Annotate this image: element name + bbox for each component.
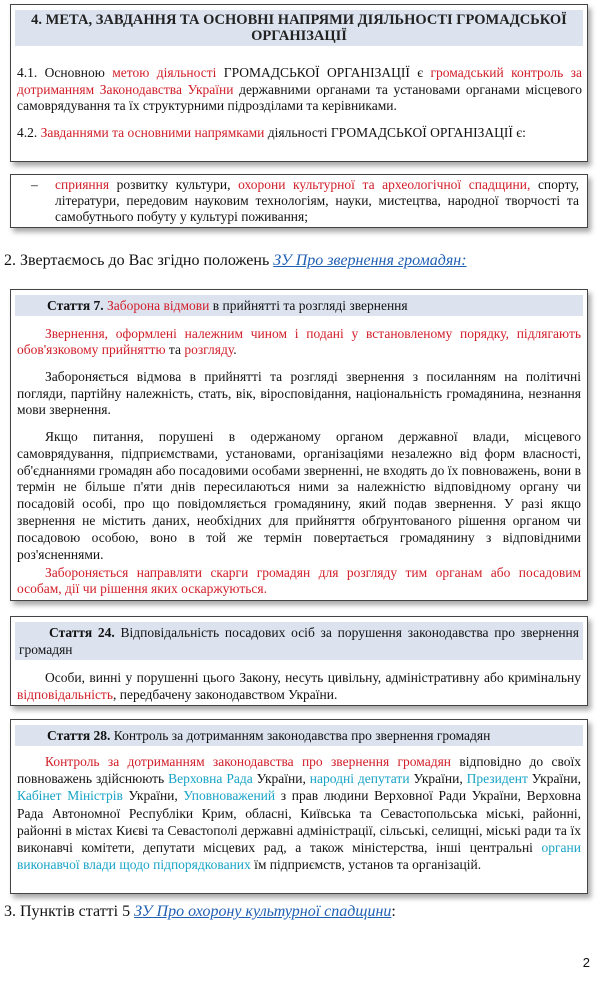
intro-line-3: 3. Пунктів статті 5 ЗУ Про охорону культурної спадщини: xyxy=(4,903,396,920)
list-dash: – xyxy=(31,177,38,192)
article-7-p1: Звернення, оформлені належним чином і подані у встановленому порядку, підлягають обов'язковому прийняттю та розгляду. xyxy=(17,326,581,357)
intro-line-2: 2. Звертаємось до Вас згідно положень ЗУ Про звернення громадян: xyxy=(4,252,467,269)
list-item: сприяння розвитку культури, охорони культурної та археологічної спадщини, спорту, літератури, передовим науковим технологіям, науки, мистецтва, народної творчості та самобутнього побуту у культурі поживання; xyxy=(55,177,579,224)
article-7-p2: Забороняється відмова в прийнятті та розгляді звернення з посиланням на політичні погляди, партійну належність, стать, вік, віросповідання, національність громадянина, незнання мови звернення. xyxy=(17,369,581,417)
section-title: 4. МЕТА, ЗАВДАННЯ ТА ОСНОВНІ НАПРЯМИ ДІЯЛЬНОСТІ ГРОМАДСЬКОЇ ОРГАНІЗАЦІЇ xyxy=(15,10,583,46)
law-link-heritage[interactable]: ЗУ Про охорону культурної спадщини xyxy=(134,903,392,920)
law-link-appeals[interactable]: ЗУ Про звернення громадян: xyxy=(273,252,467,269)
article-7-p4: Забороняється направляти скарги громадян для розгляду тим органам або посадовим особам, дії чи рішення яких оскаржуються. xyxy=(17,565,581,596)
article-24-box xyxy=(10,616,588,706)
clause-4-2: 4.2. Завданнями та основними напрямками діяльності ГРОМАДСЬКОЇ ОРГАНІЗАЦІЇ є: xyxy=(17,125,526,140)
article-28-title: Стаття 28. Контроль за дотриманням законодавства про звернення громадян xyxy=(15,725,583,746)
article-24-title: Стаття 24. Відповідальність посадових осіб за порушення законодавства про звернення громадян xyxy=(15,622,583,660)
article-7-title: Стаття 7. Заборона відмови в прийнятті та розгляді звернення xyxy=(15,295,583,316)
article-28-p: Контроль за дотриманням законодавства про звернення громадян відповідно до своїх повноважень здійснюють Верховна Рада України, народні депутати України, Президент України, Кабінет Міністрів України, Уповноважений з прав людини Верховної Ради України, Верховна Рада Автономної Республіки Крим, обласні, Київська та Севастопольська міські, районні, районні в містах Києві та Севастополі державні адміністрації, сільські, селищні, міські ради та їх виконавчі комітети, депутати місцевих рад, а також міністерства, інші центральні органи виконавчої влади щодо підпорядкованих їм підприємств, установ та організацій. xyxy=(17,754,582,873)
page-number: 2 xyxy=(582,955,590,970)
article-24-p1: Особи, винні у порушенні цього Закону, несуть цивільну, адміністративну або кримінальну відповідальність, передбачену законодавством України. xyxy=(17,670,581,702)
clause-4-1: 4.1. Основною метою діяльності ГРОМАДСЬКОЇ ОРГАНІЗАЦІЇ є громадський контроль за дотриманням Законодавства України державними органами та установами органами місцевого самоврядування та їх структурними підрозділами та керівниками. xyxy=(17,65,582,113)
article-7-box xyxy=(10,289,588,601)
article-28-box xyxy=(10,719,588,894)
goals-section-box xyxy=(10,4,588,162)
article-7-p3: Якщо питання, порушені в одержаному органом державної влади, місцевого самоврядування, підприємствами, установами, організаціями незалежно від форм власності, об'єднаннями громадян або посадовими особами зверненні, не входять до їх повноважень, вони в термін не більше п'яти днів пересилаються ними за належністю відповідному органу чи посадовій особі, про що повідомляється громадянину, який подав звернення. У разі якщо звернення не містить даних, необхідних для прийняття обґрунтованого рішення органом чи посадовою особою, воно в той же термін повертається громадянину з відповідними роз'ясненнями. xyxy=(17,429,581,562)
tasks-list-box xyxy=(10,174,588,228)
